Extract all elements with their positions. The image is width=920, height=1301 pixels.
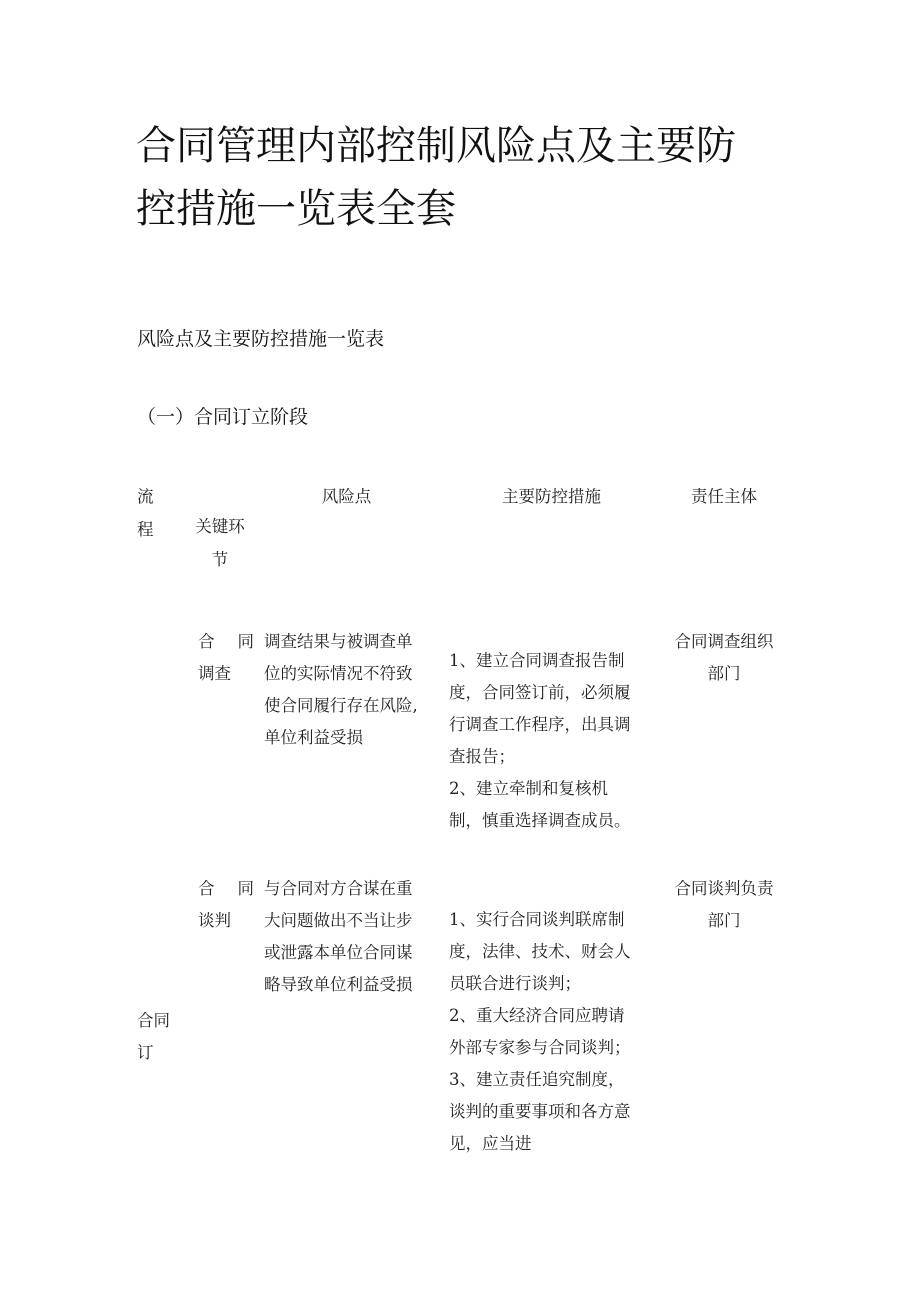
row2-measure-line: 3、建立责任追究制度， [449,1070,625,1089]
header-responsible: 责任主体 [691,487,757,506]
row1-resp-line: 合同调查组织 [674,632,774,651]
row2-measures [449,904,657,1160]
row2-risk-line: 或泄露本单位合同谋 [264,943,413,962]
row1-measure-line: 2、建立牵制和复核机 [449,779,608,798]
row2-key-char-b: 同 [237,879,254,898]
row1-risk [264,626,440,754]
row1-measure-line: 行调查工作程序，出具调 [449,715,631,734]
row1-key-line2: 调查 [198,664,231,683]
header-key-line2: 节 [211,550,229,569]
header-flow-line2: 程 [137,520,154,539]
row1-measures [449,645,657,837]
header-key-step [190,510,250,576]
row1-measure-line: 制，慎重选择调查成员。 [449,811,631,830]
header-flow-line1: 流 [137,487,154,506]
row2-resp-line: 部门 [707,911,741,930]
row1-responsible [664,626,784,690]
row1-resp-line: 部门 [707,664,741,683]
row1-risk-line: 单位利益受损 [264,728,363,747]
row2-risk-line: 略导致单位利益受损 [264,975,413,994]
row2-measure-line: 度，法律、技术、财会人 [449,942,631,961]
header-flow [137,480,167,546]
document-title-line1: 合同管理内部控制风险点及主要防 [136,123,736,169]
row2-risk-line: 与合同对方合谋在重 [264,879,413,898]
flow-group-line1: 合同 [137,1011,170,1030]
row2-key-char-a: 合 [198,879,215,898]
header-measures: 主要防控措施 [502,487,601,506]
row1-measure-line: 度，合同签订前，必须履 [449,683,631,702]
row1-key-step [198,626,254,690]
row2-risk [264,873,440,1001]
row2-key-line2: 谈判 [198,911,231,930]
row2-resp-line: 合同谈判负责 [674,879,774,898]
row2-measure-line: 1、实行合同谈判联席制 [449,910,625,929]
flow-group-line2: 订 [137,1043,154,1062]
header-risk-point: 风险点 [321,487,372,506]
table-subtitle: 风险点及主要防控措施一览表 [137,328,385,350]
document-title-line2: 控措施一览表全套 [136,186,456,232]
flow-group-label [137,1005,177,1069]
row2-key-step [198,873,254,937]
header-key-line1: 关键环 [195,517,245,536]
row2-measure-line: 2、重大经济合同应聘请 [449,1006,625,1025]
row1-key-char-b: 同 [237,632,254,651]
row2-measure-line: 谈判的重要事项和各方意 [449,1102,631,1121]
row2-measure-line: 见，应当进 [449,1134,532,1153]
row1-risk-line: 调查结果与被调查单 [264,632,413,651]
row2-risk-line: 大问题做出不当让步 [264,911,413,930]
row1-key-char-a: 合 [198,632,215,651]
row2-responsible [664,873,784,937]
row1-risk-line: 位的实际情况不符致 [264,664,413,683]
section-heading: （一）合同订立阶段 [137,406,309,428]
row1-risk-line: 使合同履行存在风险, [264,696,418,715]
row1-measure-line: 1、建立合同调查报告制 [449,651,625,670]
document-title [136,115,796,241]
row1-measure-line: 查报告； [449,747,515,766]
row2-measure-line: 员联合进行谈判； [449,974,581,993]
row2-measure-line: 外部专家参与合同谈判； [449,1038,631,1057]
